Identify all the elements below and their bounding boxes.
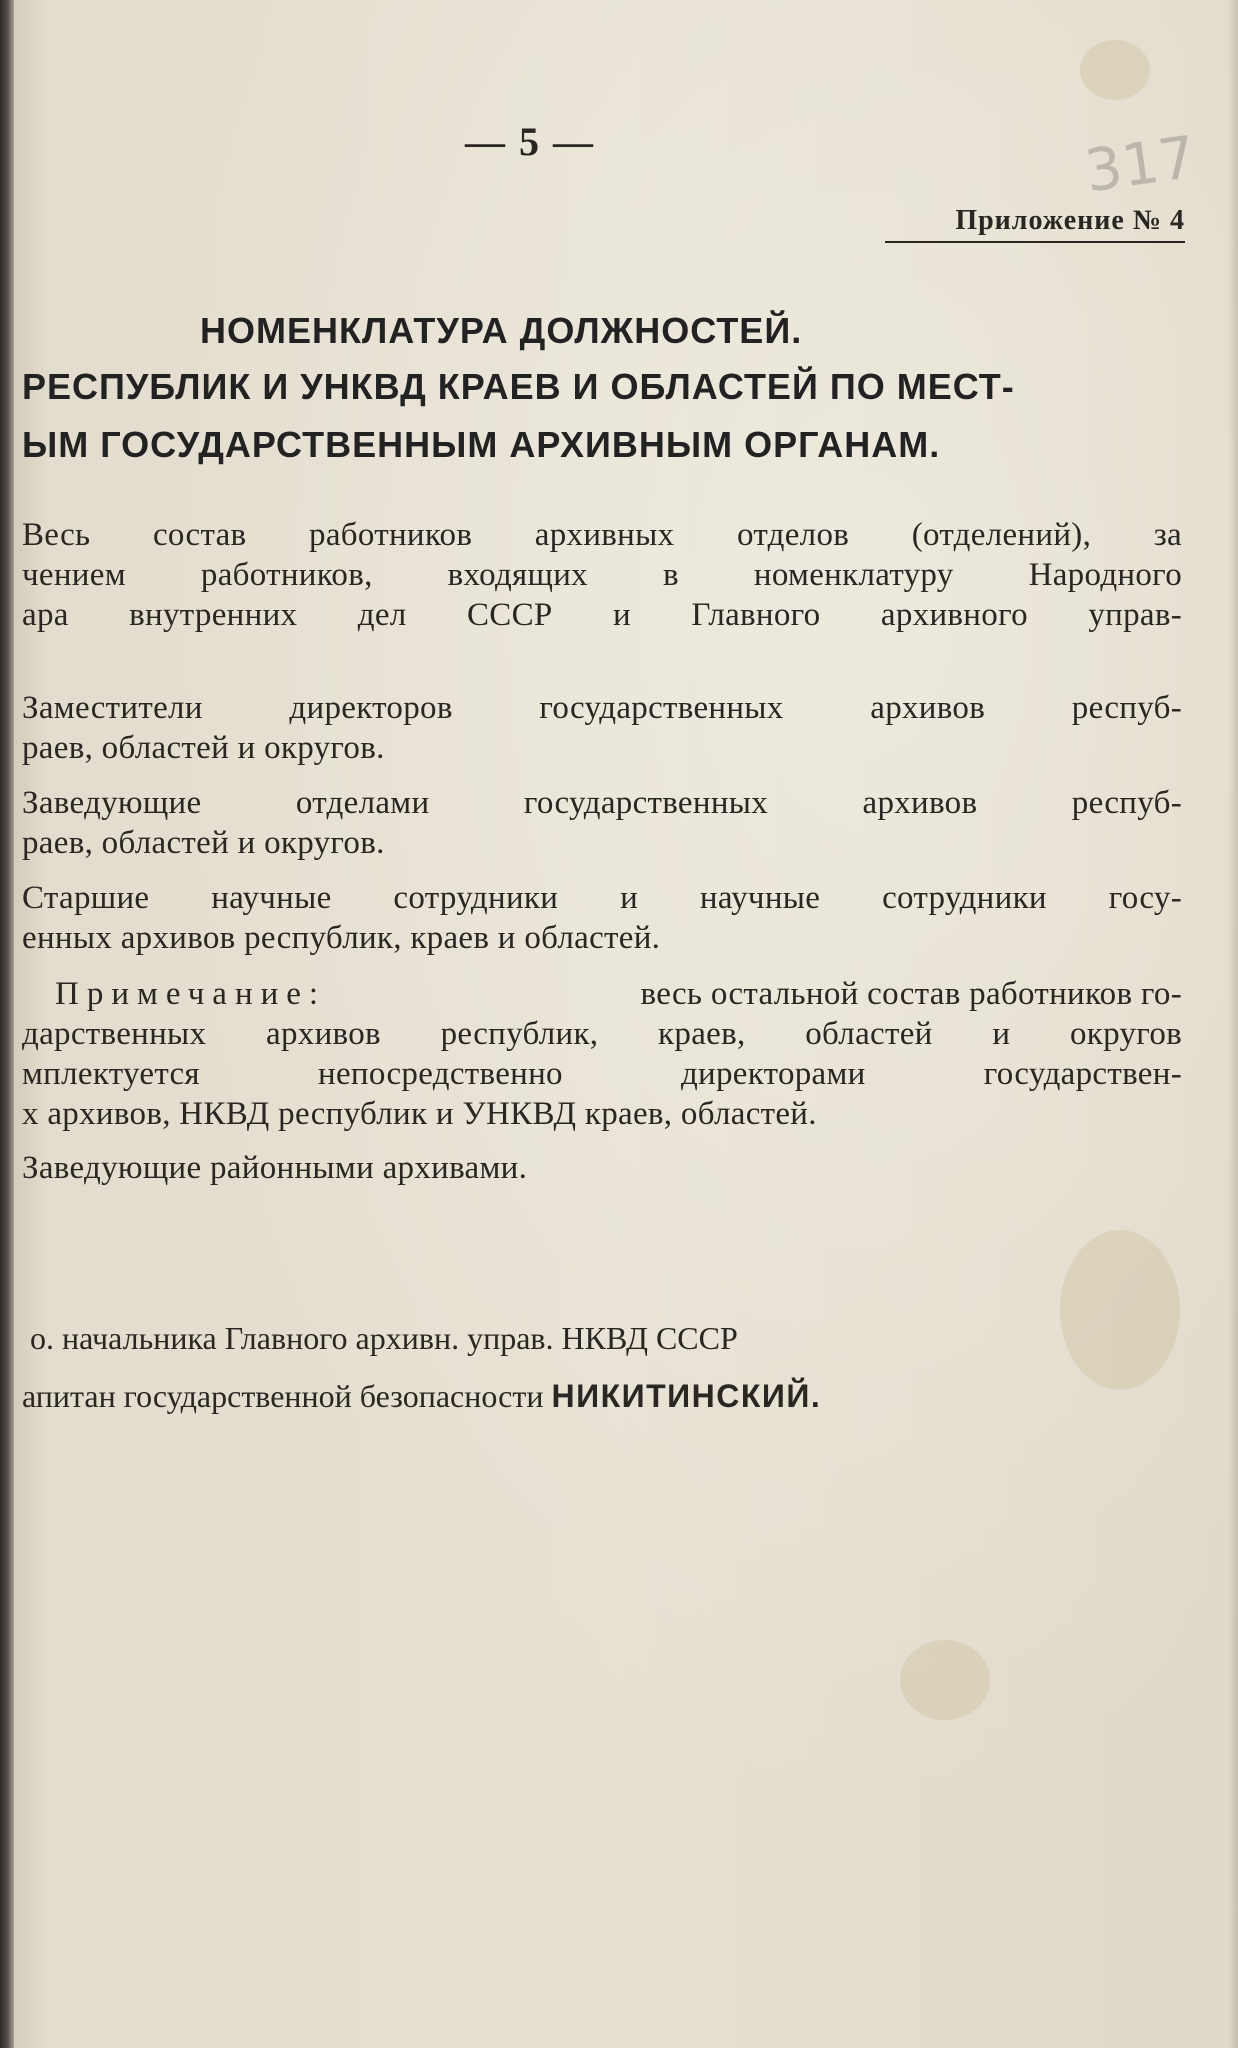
document-title-line: РЕСПУБЛИК И УНКВД КРАЕВ И ОБЛАСТЕЙ ПО МЕСТ- (22, 366, 1015, 407)
paragraph-line: весь остальной состав работников го- (640, 976, 1182, 1012)
paragraph-line: Заведующие отделами государственных архивов респуб- (22, 785, 1182, 821)
paragraph-line: енных архивов республик, краев и областей. (22, 920, 661, 956)
paragraph-line: раев, областей и округов. (22, 825, 385, 861)
paragraph-line: ара внутренних дел СССР и Главного архивного управ- (22, 597, 1182, 633)
document-title-line: НОМЕНКЛАТУРА ДОЛЖНОСТЕЙ. (200, 310, 803, 351)
signatory-name: НИКИТИНСКИЙ. (551, 1378, 822, 1414)
paragraph-line: дарственных архивов республик, краев, областей и округов (22, 1016, 1182, 1052)
note-label: Примечание: (55, 976, 327, 1012)
note-first-line (55, 976, 1182, 1013)
document-title-line: ЫМ ГОСУДАРСТВЕННЫМ АРХИВНЫМ ОРГАНАМ. (22, 424, 941, 465)
page-edge-shadow (1228, 0, 1238, 2048)
paragraph-line: раев, областей и округов. (22, 730, 385, 766)
paragraph-line: чением работников, входящих в номенклатуру Народного (22, 557, 1182, 593)
paragraph-line: Заведующие районными архивами. (22, 1150, 528, 1186)
appendix-label: Приложение № 4 (885, 205, 1185, 243)
paper-stain (1080, 40, 1150, 100)
handwritten-archive-mark: 317 (1080, 122, 1200, 206)
page-number: — 5 — (465, 119, 595, 164)
signature-rank: апитан государственной безопасности (22, 1378, 544, 1414)
signature-position-line: о. начальника Главного архивн. управ. НКВД СССР (30, 1320, 738, 1356)
paper-stain (900, 1640, 990, 1720)
paper-stain (1060, 1230, 1180, 1390)
signature-rank-line (22, 1378, 821, 1415)
paragraph-line: мплектуется непосредственно директорами государствен- (22, 1056, 1182, 1092)
paragraph-line: х архивов, НКВД республик и УНКВД краев, областей. (22, 1096, 817, 1132)
paragraph-line: Старшие научные сотрудники и научные сотрудники госу- (22, 880, 1182, 916)
paragraph-line: Весь состав работников архивных отделов (отделений), за (22, 517, 1182, 553)
paragraph-line: Заместители директоров государственных архивов респуб- (22, 690, 1182, 726)
book-binding-edge (0, 0, 14, 2048)
